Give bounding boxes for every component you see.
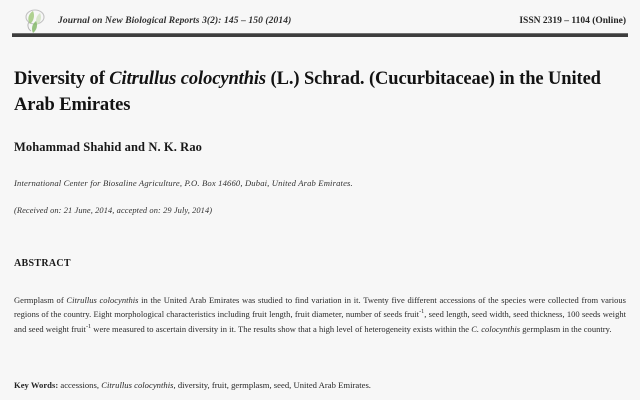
author-list: Mohammad Shahid and N. K. Rao xyxy=(14,140,203,154)
abstract-segment-3: , seed length, seed width, seed thickness, 100 seeds weight and seed weight fruit xyxy=(14,309,626,334)
abstract-body xyxy=(14,295,626,336)
title-species: Citrullus colocynthis xyxy=(109,69,267,90)
abstract-superscript-2: -1 xyxy=(85,323,92,331)
keywords-line xyxy=(14,380,626,390)
issn-text: ISSN 2319 – 1104 (Online) xyxy=(519,16,626,26)
header-divider xyxy=(12,33,628,37)
title-part-1: Diversity of xyxy=(14,69,110,90)
affiliation: International Center for Biosaline Agriculture, P.O. Box 14660, Dubai, United Arab Emirates. xyxy=(14,178,353,188)
abstract-segment-5: germplasm in the country. xyxy=(520,323,612,334)
abstract-heading: ABSTRACT xyxy=(14,258,71,269)
abstract-segment-1: Germplasm of xyxy=(14,294,67,305)
received-accepted-dates: (Received on: 21 June, 2014, accepted on: 29 July, 2014) xyxy=(14,206,213,215)
page-title xyxy=(14,66,614,118)
keywords-segment-2: , diversity, fruit, germplasm, seed, United Arab Emirates. xyxy=(173,379,371,390)
keywords-segment-1: accessions, xyxy=(58,379,102,390)
keywords-label: Key Words: xyxy=(14,379,59,390)
title-part-2: (L.) Schrad. (Cucurbitaceae) in the United Arab Emirates xyxy=(14,69,601,116)
keywords-species: Citrullus colocynthis xyxy=(101,379,174,390)
abstract-species-1: Citrullus colocynthis xyxy=(66,294,139,305)
running-head xyxy=(0,8,640,34)
abstract-segment-4: were measured to ascertain diversity in it. The results show that a high level of heterogeneity exists within the xyxy=(91,323,472,334)
journal-citation: Journal on New Biological Reports 3(2): 145 – 150 (2014) xyxy=(58,16,292,26)
abstract-superscript-1: -1 xyxy=(419,308,425,316)
abstract-segment-2: in the United Arab Emirates was studied to find variation in it. Twenty five different accessions of the species were collected from various regions of the country. Eight morphological characteristics including fruit length, fruit diameter, number of seeds fruit xyxy=(14,294,626,320)
abstract-species-2: C. colocynthis xyxy=(471,323,521,334)
journal-leaf-logo-icon xyxy=(22,8,52,36)
